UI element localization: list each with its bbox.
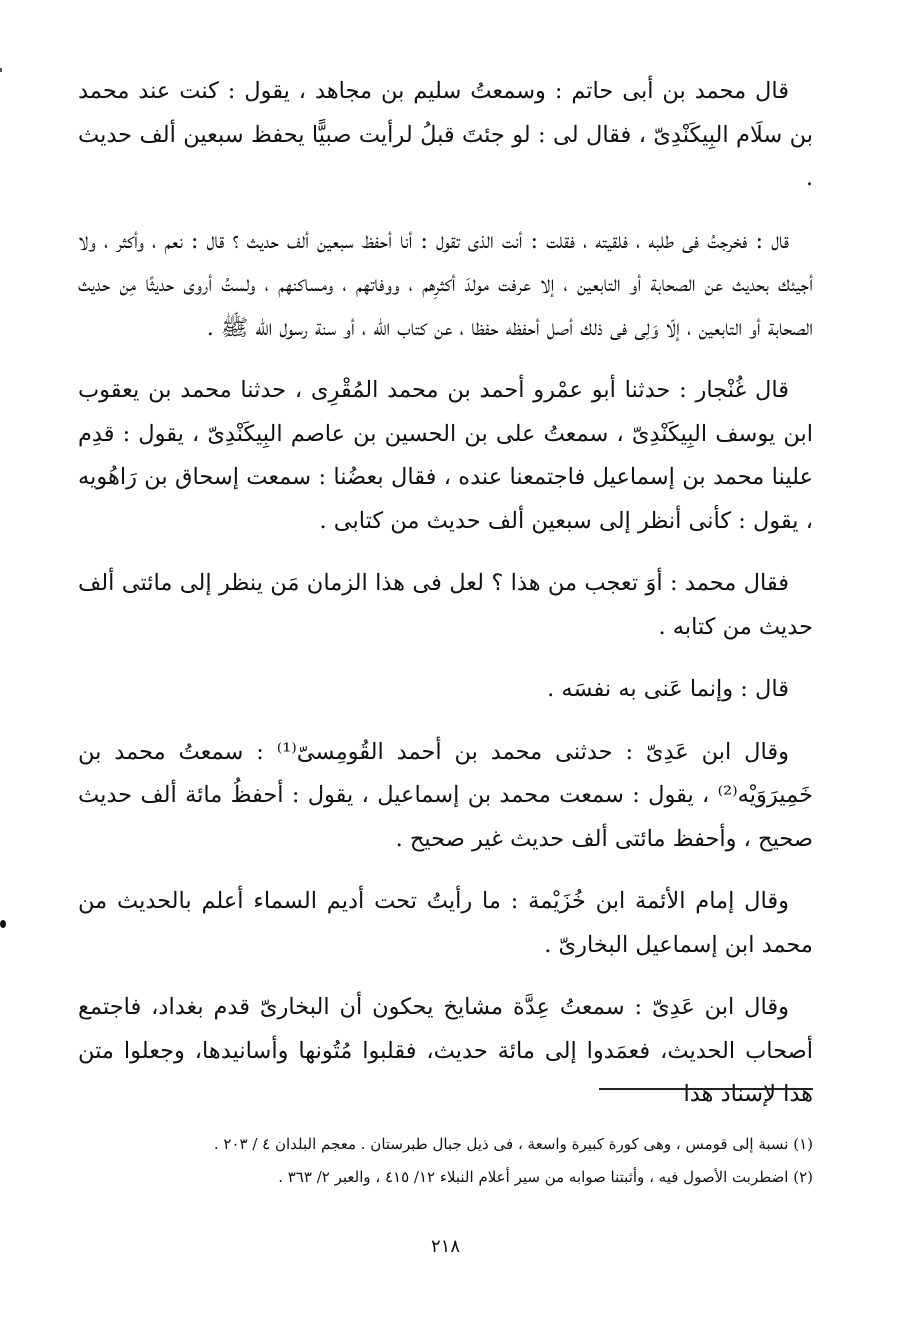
footnote-1: (١) نسبة إلى قومس ، وهى كورة كبيرة واسعة ، فى ذيل جبال طبرستان . معجم البلدان ٤ / ٢٠٣ . [213,1135,813,1153]
paragraph-6-text: وقال ابن عَدِىّ : حدثنى محمد بن أحمد القُومِسىّ⁽¹⁾ : سمعتُ محمد بن خَمِيرَوَيْه⁽²⁾ ، يقول : سمعت محمد بن إسماعيل ، يقول : أحفظُ مائة ألف حديث صحيح ، وأحفظ مائتى ألف حديث غير صحيح . [78,738,813,852]
footnotes [78,1128,813,1194]
paragraph-5-text: قال : وإنما عَنى به نفسَه . [547,676,789,702]
paragraph-4-text: فقال محمد : أوَ تعجب من هذا ؟ لعل فى هذا الزمان مَن ينظر إلى مائتى ألف حديث من كتابه . [78,570,813,640]
paragraph-2-text: قال : فخرجتُ فى طلبه ، فلقيته ، فقلت : أنت الذى تقول : أنا أحفظ سبعين ألف حديث ؟ قال : نعم ، وأكثر ، ولا أجيئك بحديث عن الصحابة أو التابعين ، إلا عرفت مولدَ أكثرِهم ، ووفاتهم ، ومساكنهم ، ولستُ أروى حديثًا مِن حديث الصحابة أو التابعين ، إلّا وَلِى فى ذلك أصل أحفظه حفظا ، عن كتاب الله ، أو سنة رسول الله ﷺ . [78,227,813,341]
paragraph-7-text: وقال إمام الأئمة ابن خُزَيْمة : ما رأيتُ تحت أديم السماء أعلم بالحديث من محمد ابن إسماعيل البخارىّ . [78,888,813,958]
paragraph-4 [78,562,813,649]
paragraph-7 [78,880,813,967]
paragraph-8 [78,986,813,1117]
scan-mark-top [0,68,2,72]
footnote-2: (٢) اضطربت الأصول فيه ، وأثبتنا صوابه من سير أعلام النبلاء ١٢/ ٤١٥ ، والعبر ٢/ ٣٦٣ . [278,1168,813,1186]
page-number: ٢١٨ [430,1236,460,1257]
paragraph-6 [78,731,813,862]
paragraph-1 [78,70,813,201]
paragraph-3 [78,369,813,543]
paragraph-5 [78,668,813,712]
paragraph-3-text: قال غُنْجار : حدثنا أبو عمْرو أحمد بن محمد المُقْرِى ، حدثنا محمد بن يعقوب ابن يوسف البِيكَنْدِىّ ، سمعتُ على بن الحسين بن عاصم البِيكَنْدِىّ ، يقول : قدِم علينا محمد بن إسماعيل فاجتمعنا عنده ، فقال بعضُنا : سمعت إسحاق بن رَاهُويه ، يقول : كأنى أنظر إلى سبعين ألف حديث من كتابى . [78,377,813,534]
paragraph-2 [78,220,813,351]
paragraph-1-text: قال محمد بن أبى حاتم : وسمعتُ سليم بن مجاهد ، يقول : كنت عند محمد بن سلَام البِيكَنْدِىّ ، فقال لى : لو جئتَ قبلُ لرأيت صبيًّا يحفظ سبعين ألف حديث . [78,78,813,191]
scan-mark-left [0,920,6,928]
paragraph-8-text: وقال ابن عَدِىّ : سمعتُ عِدَّة مشايخ يحكون أن البخارىّ قدم بغداد، فاجتمع أصحاب الحديث، فعمَدوا إلى مائة حديث، فقلبوا مُتُونها وأسانيدها، وجعلوا متن هذا لإسناد هذا [78,994,813,1107]
footnote-divider [599,1088,813,1090]
page-body [78,70,813,1300]
